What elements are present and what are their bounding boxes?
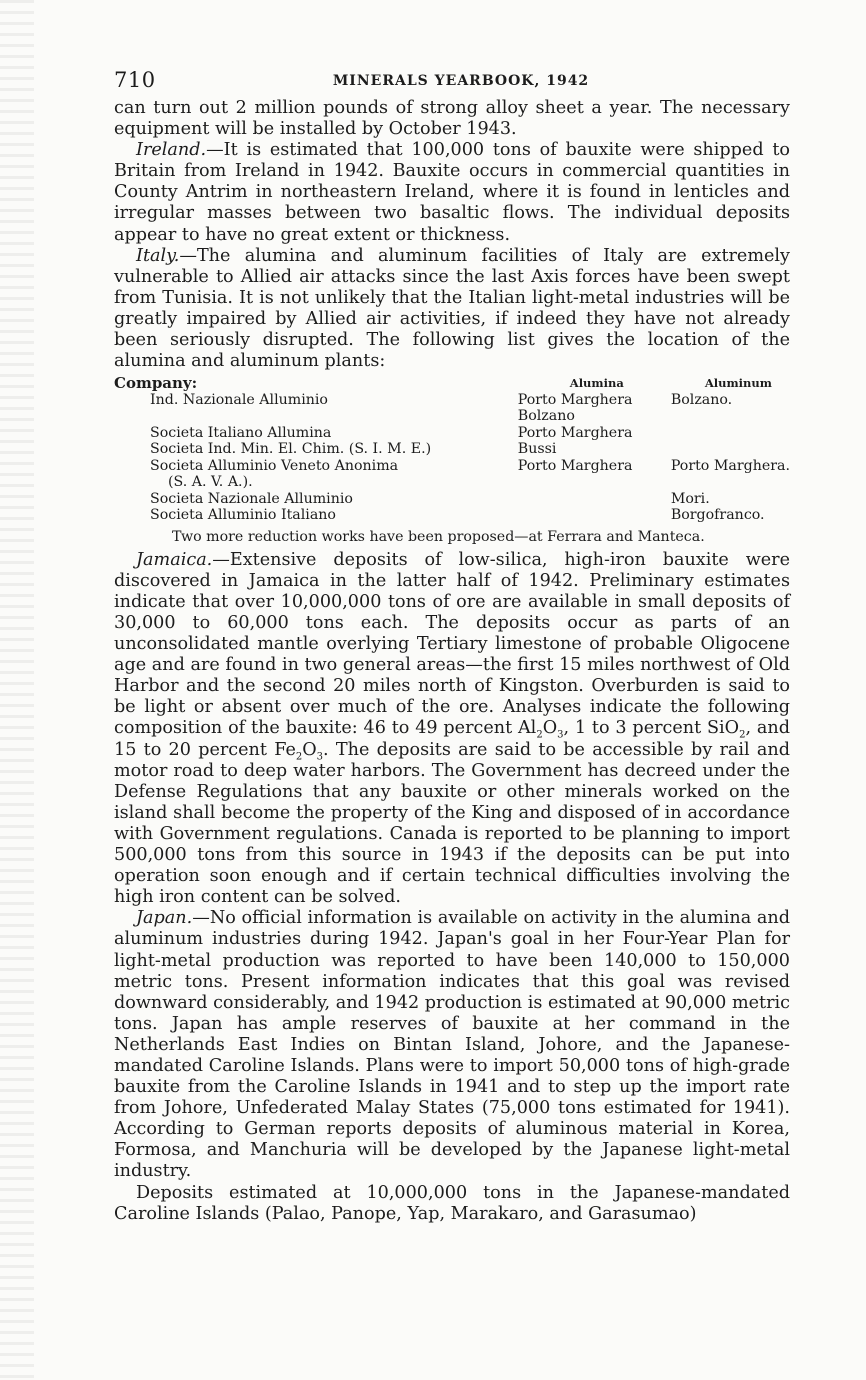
table-row: [114, 507, 790, 524]
table-row: [114, 425, 790, 442]
paragraph-text: —It is estimated that 100,000 tons of bauxite were shipped to Britain from Ireland in 1942. Bauxite occurs in commercial quantities in County Antrim in northeastern Ireland, where it is found in lenticles and irregular masses between two basaltic flows. The individual deposits appear to have no great extent or thickness.: [114, 140, 790, 245]
table-cell-aluminum: [671, 408, 790, 425]
table-cell-alumina: Bussi: [517, 441, 557, 458]
paragraph-text: —No official information is available on activity in the alumina and aluminum industries during 1942. Japan's goal in her Four-Year Plan for light-metal production was reported to have been 140,000 to 150,000 metric tons. Present information indicates that this goal was revised downward considerably, and 1942 production is estimated at 90,000 metric tons. Japan has ample reserves of bauxite at her command in the Netherlands East Indies on Bintan Island, Johore, and the Japanese-mandated Caroline Islands. Plans were to import 50,000 tons of high-grade bauxite from the Caroline Islands in 1941 and to step up the import rate from Johore, Unfederated Malay States (75,000 tons estimated for 1941). According to German reports deposits of aluminous material in Korea, Formosa, and Manchuria will be developed by the Japanese light-metal industry.: [114, 908, 790, 1182]
subscript: 2: [295, 751, 303, 763]
subscript: 2: [536, 729, 543, 741]
table-row: [114, 408, 790, 425]
table-cell-aluminum: Mori.: [670, 490, 710, 507]
paragraph-text: , and 15 to 20 percent Fe: [114, 718, 790, 760]
paragraph-japan: [114, 908, 790, 1182]
table-cell-aluminum: [671, 474, 790, 491]
table-cell-aluminum: Borgofranco.: [670, 507, 765, 524]
table-row: [114, 458, 790, 475]
paragraph-text: —Extensive deposits of low-silica, high-iron bauxite were discovered in Jamaica in the latter half of 1942. Preliminary estimates indicate that over 10,000,000 tons of ore are available in small deposits of 30,000 to 60,000 tons each. The deposits occur as parts of an unconsolidated mantle overlying Tertiary limestone of probable Oligocene age and are found in two general areas—the first 15 miles northwest of Old Harbor and the second 20 miles north of Kingston. Overburden is said to be light or absent over much of the ore. Analyses indicate the following composition of the bauxite: 46 to 49 percent Al: [114, 549, 790, 739]
table-cell-company: [114, 408, 518, 425]
subscript: 3: [316, 751, 324, 763]
section-lead-jamaica: Jamaica.: [136, 549, 213, 570]
table-cell-company: Societa Nazionale Alluminio: [150, 490, 353, 507]
section-lead-ireland: Ireland.: [136, 140, 207, 161]
page-number: 710: [114, 68, 156, 92]
formula-text: O: [542, 718, 558, 739]
company-label: Company:: [114, 374, 198, 393]
table-cell-alumina: Porto Marghera: [517, 391, 633, 408]
table-header-row: [114, 375, 790, 392]
plants-table: [114, 375, 790, 524]
table-cell-company: (S. A. V. A.).: [168, 474, 253, 491]
table-cell-alumina: Porto Marghera: [517, 457, 633, 474]
paragraph-deposits: [114, 1183, 790, 1225]
table-cell-aluminum: Porto Marghera.: [670, 457, 790, 474]
section-lead-japan: Japan.: [136, 908, 193, 929]
section-lead-italy: Italy.: [136, 245, 180, 266]
table-row: [114, 441, 790, 458]
table-cell-aluminum: [671, 425, 790, 442]
paragraph-jamaica: [114, 550, 790, 909]
table-cell-alumina: [518, 491, 671, 508]
table-cell-company: Societa Ind. Min. El. Chim. (S. I. M. E.): [150, 441, 432, 458]
paragraph-ireland: [114, 140, 790, 245]
table-cell-company: Societa Alluminio Veneto Anonima: [150, 457, 399, 474]
subscript: 2: [739, 729, 746, 741]
table-row: [114, 474, 790, 491]
table-note: Two more reduction works have been proposed—at Ferrara and Manteca.: [172, 528, 705, 545]
column-header-aluminum: Aluminum: [704, 376, 772, 391]
table-cell-company: Societa Alluminio Italiano: [150, 507, 336, 524]
paragraph-text: —The alumina and aluminum facilities of Italy are extremely vulnerable to Allied air attacks since the last Axis forces have been swept from Tunisia. It is not unlikely that the Italian light-metal industries will be greatly impaired by Allied air activities, if indeed they have not already been seriously disrupted. The following list gives the location of the alumina and aluminum plants:: [114, 245, 790, 372]
page-header: [114, 66, 790, 98]
paragraph-text: , 1 to 3 percent SiO: [563, 718, 740, 739]
table-cell-company: Ind. Nazionale Alluminio: [150, 391, 328, 408]
scan-edge-noise: [0, 0, 34, 1380]
paragraph-text: . The deposits are said to be accessible by rail and motor road to deep water harbors. The Government has decreed under the Defense Regulations that any bauxite or other minerals worked on the island shall become the property of the King and disposed of in accordance with Government regulations. Canada is reported to be planning to import 500,000 tons from this source in 1943 if the deposits can be put into operation soon enough and if certain technical difficulties involving the high iron content can be solved.: [114, 739, 790, 908]
subscript: 3: [557, 729, 564, 741]
table-row: [114, 392, 790, 409]
paragraph-continuation: [114, 98, 790, 140]
table-cell-alumina: Porto Marghera: [517, 424, 633, 441]
table-cell-aluminum: Bolzano.: [670, 391, 733, 408]
formula-text: O: [302, 739, 317, 760]
table-row: [114, 491, 790, 508]
table-cell-alumina: [518, 474, 671, 491]
table-cell-company: Societa Italiano Allumina: [150, 424, 332, 441]
paragraph-text: Deposits estimated at 10,000,000 tons in the Japanese-mandated Caroline Islands (Palao, Panope, Yap, Marakaro, and Garasumao): [114, 1182, 790, 1224]
paragraph-italy: [114, 246, 790, 373]
table-cell-alumina: Bolzano: [517, 408, 575, 425]
running-head: MINERALS YEARBOOK, 1942: [332, 73, 590, 89]
table-cell-alumina: [518, 507, 671, 524]
column-header-alumina: Alumina: [569, 376, 624, 391]
table-cell-aluminum: [671, 441, 790, 458]
paragraph-text: can turn out 2 million pounds of strong alloy sheet a year. The necessary equipment will be installed by October 1943.: [114, 98, 790, 140]
document-page: [114, 66, 790, 1225]
